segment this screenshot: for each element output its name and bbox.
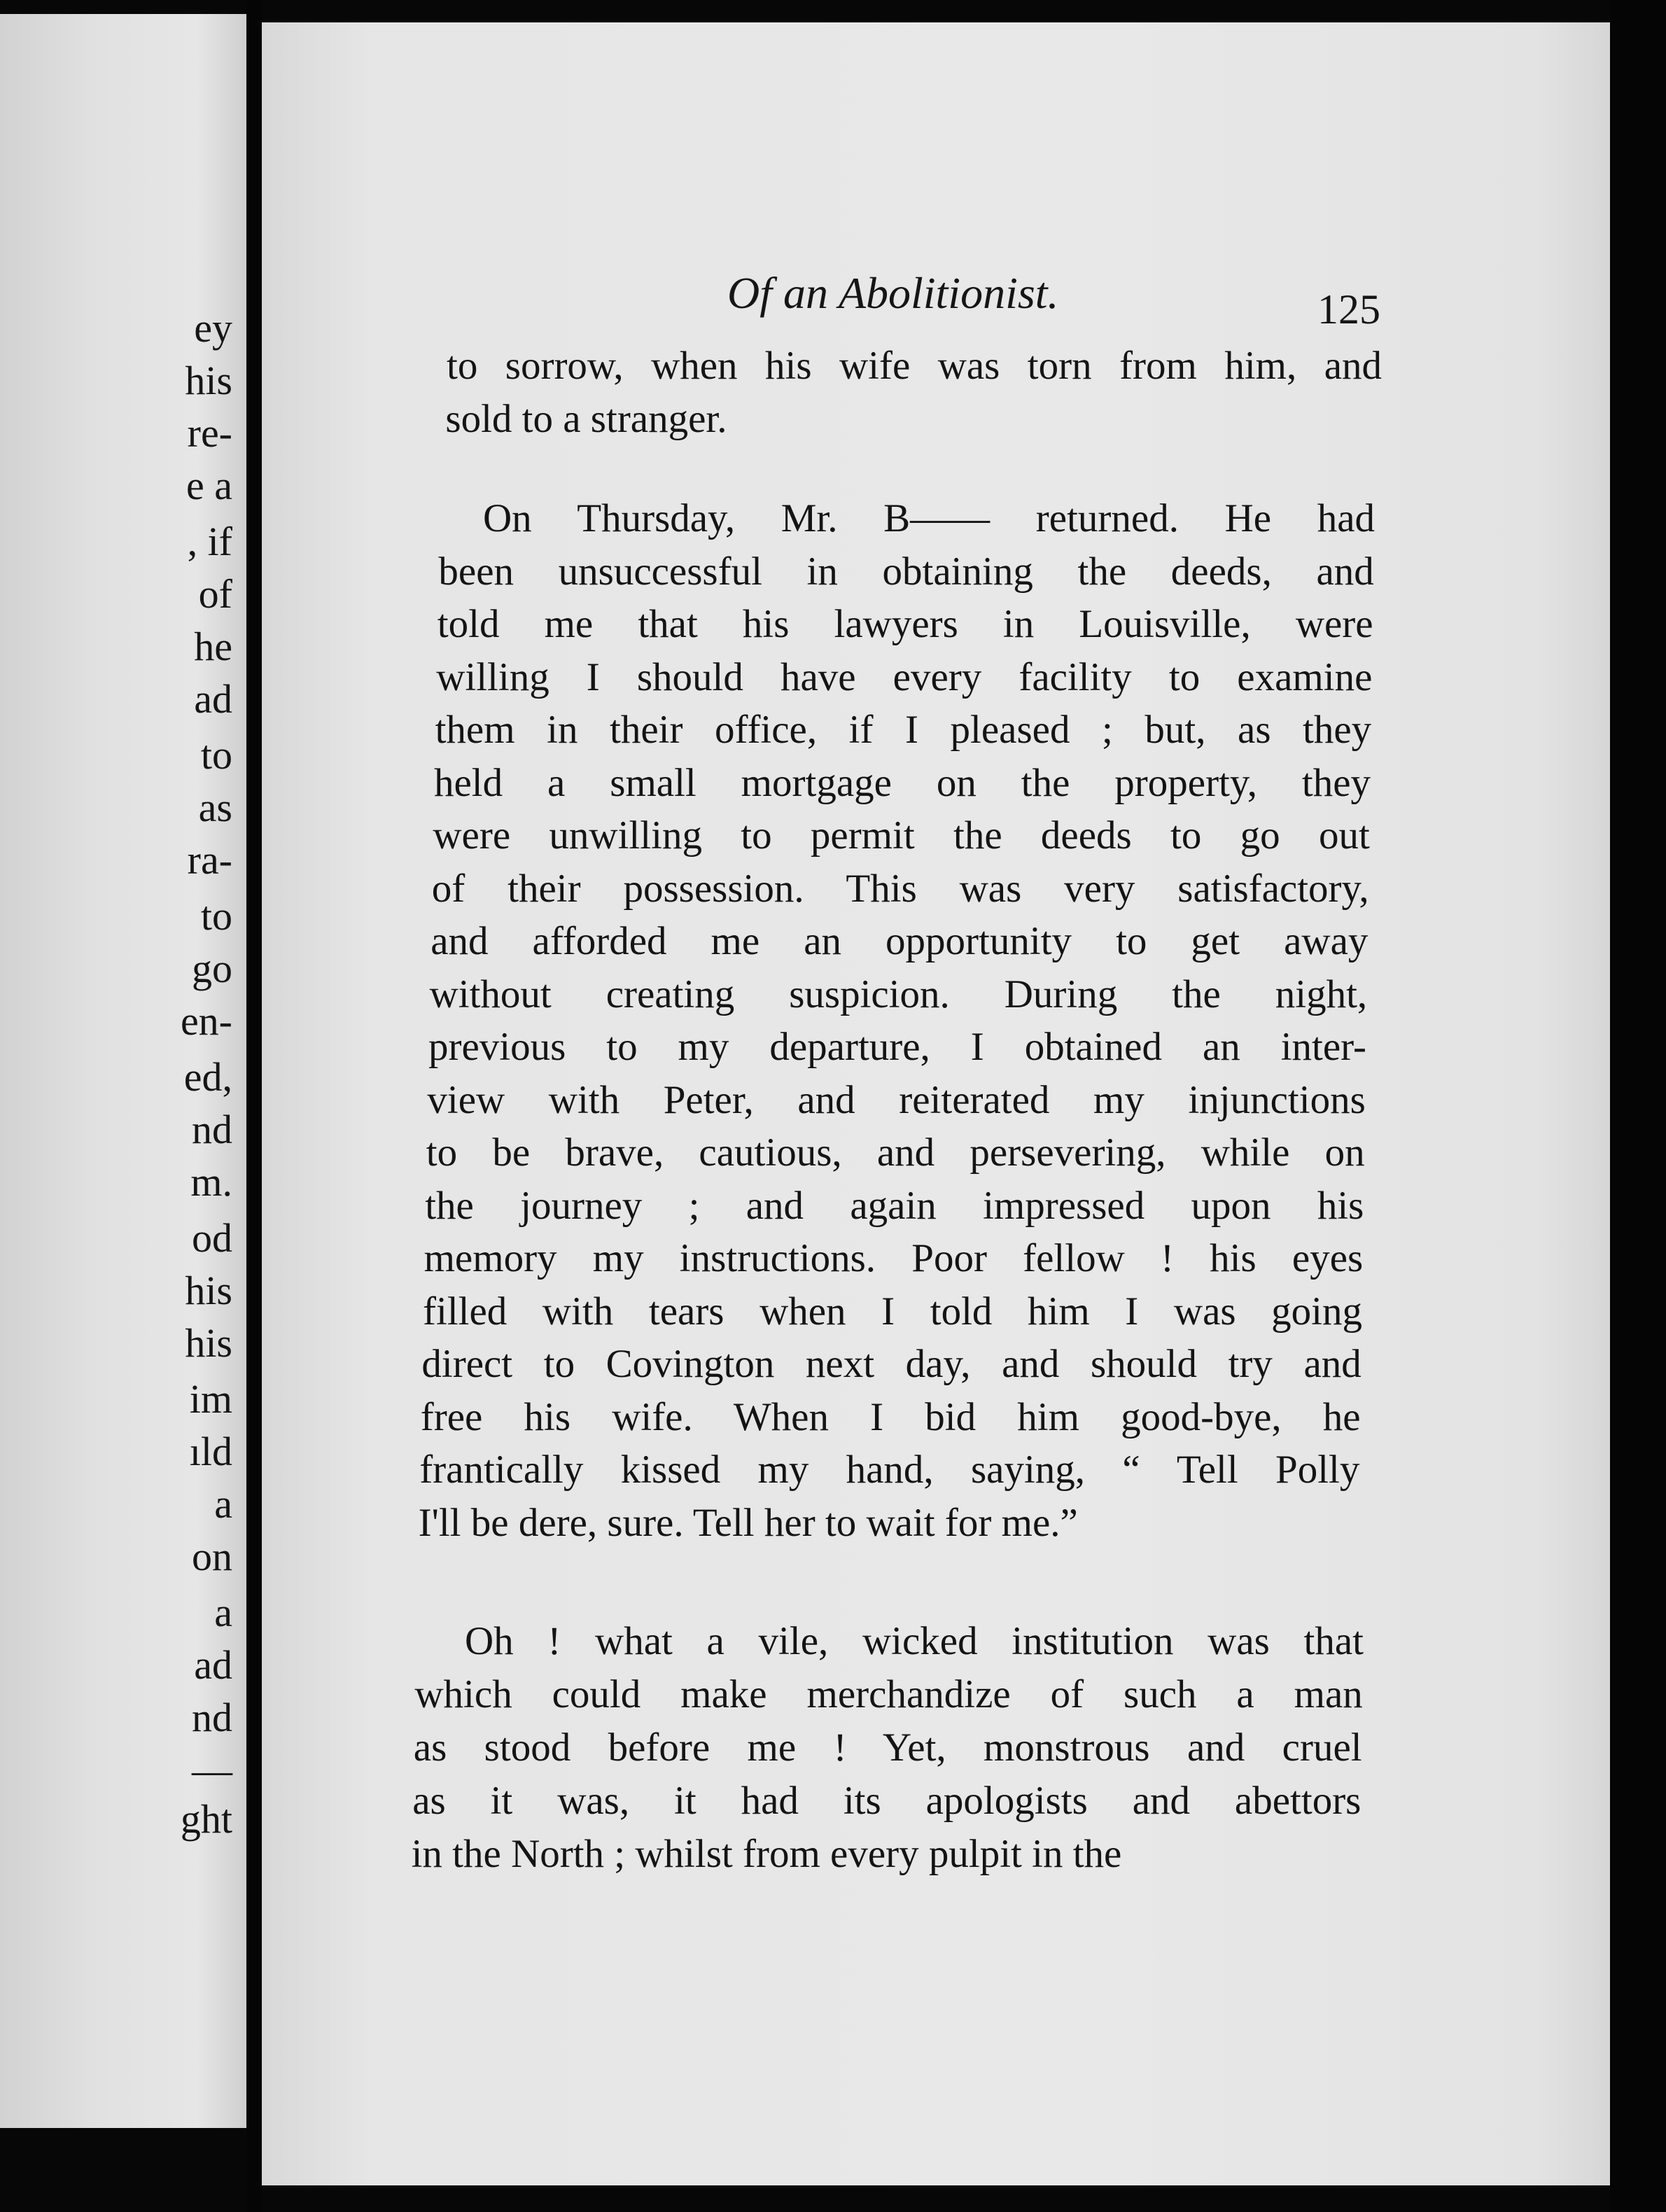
- text-line: in the North ; whilst from every pulpit in the: [411, 1832, 1122, 1876]
- text-line: view with Peter, and reiterated my injunctions: [427, 1077, 1366, 1122]
- text-line: without creating suspicion. During the night,: [429, 972, 1368, 1016]
- left-page-line-fragment: —: [192, 1747, 232, 1793]
- page-number: 125: [1317, 286, 1380, 332]
- text-line: of their possession. This was very satisfactory,: [431, 866, 1369, 911]
- left-page-line-fragment: en-: [180, 998, 232, 1044]
- left-page-line-fragment: re-: [187, 410, 232, 456]
- left-page-line-fragment: im: [189, 1376, 232, 1422]
- text-line: willing I should have every facility to examine: [436, 654, 1373, 699]
- text-line: told me that his lawyers in Louisville, were: [437, 602, 1373, 646]
- left-page-line-fragment: ed,: [183, 1054, 232, 1100]
- left-page-line-fragment: a: [214, 1481, 232, 1527]
- left-page-line-fragment: nd: [192, 1695, 232, 1740]
- text-line: sold to a stranger.: [445, 397, 727, 441]
- text-line: free his wife. When I bid him good-bye, he: [420, 1394, 1361, 1439]
- page-edge-shadow: [1610, 0, 1666, 2212]
- left-page-line-fragment: ad: [194, 676, 232, 722]
- left-page-line-fragment: to: [200, 893, 232, 939]
- left-page-line-fragment: his: [185, 358, 232, 403]
- text-line: which could make merchandize of such a man: [414, 1672, 1363, 1716]
- left-page-line-fragment: ra-: [187, 837, 232, 883]
- left-page-line-fragment: go: [192, 946, 232, 991]
- left-page-line-fragment: ıld: [189, 1429, 232, 1474]
- left-page-fragment: [0, 14, 246, 2128]
- left-page-line-fragment: m.: [190, 1159, 232, 1205]
- text-line: filled with tears when I told him I was going: [423, 1289, 1362, 1334]
- left-page-line-fragment: his: [185, 1268, 232, 1313]
- text-line: frantically kissed my hand, saying, “ Tell Polly: [419, 1448, 1360, 1492]
- left-page-line-fragment: a: [214, 1590, 232, 1635]
- page-gutter: [246, 0, 262, 2212]
- text-line: were unwilling to permit the deeds to go out: [433, 813, 1370, 858]
- text-line: to sorrow, when his wife was torn from him, and: [447, 344, 1382, 388]
- text-line: memory my instructions. Poor fellow ! his eyes: [424, 1236, 1364, 1280]
- left-page-line-fragment: , if: [187, 519, 232, 564]
- left-page-line-fragment: on: [192, 1534, 232, 1579]
- text-line: as stood before me ! Yet, monstrous and cruel: [413, 1726, 1362, 1770]
- left-page-line-fragment: e a: [186, 463, 232, 508]
- text-line: held a small mortgage on the property, they: [434, 760, 1371, 805]
- page-body-text: [262, 22, 1648, 2185]
- text-line: On Thursday, Mr. B—— returned. He had: [483, 496, 1375, 540]
- left-page-line-fragment: to: [200, 732, 232, 778]
- text-line: been unsuccessful in obtaining the deeds, and: [438, 549, 1374, 594]
- text-line: as it was, it had its apologists and abettors: [412, 1779, 1362, 1823]
- left-page-line-fragment: nd: [192, 1107, 232, 1152]
- left-page-line-fragment: his: [185, 1320, 232, 1366]
- text-line: to be brave, cautious, and persevering, while on: [426, 1130, 1365, 1175]
- left-page-line-fragment: ad: [194, 1642, 232, 1688]
- left-page-line-fragment: od: [192, 1215, 232, 1261]
- left-page-line-fragment: ght: [180, 1796, 232, 1842]
- book-page: [262, 22, 1648, 2185]
- text-line: Oh ! what a vile, wicked institution was that: [465, 1619, 1364, 1663]
- text-line: direct to Covington next day, and should try and: [421, 1342, 1362, 1386]
- text-line: them in their office, if I pleased ; but, as they: [435, 708, 1372, 752]
- text-line: the journey ; and again impressed upon his: [425, 1183, 1364, 1228]
- left-page-line-fragment: as: [198, 785, 232, 830]
- text-line: I'll be dere, sure. Tell her to wait for me.”: [418, 1500, 1078, 1545]
- left-page-line-fragment: of: [198, 571, 232, 617]
- text-line: and afforded me an opportunity to get away: [430, 919, 1368, 963]
- left-page-line-fragment: ey: [194, 305, 232, 351]
- running-head-title: Of an Abolitionist.: [727, 268, 1059, 318]
- left-page-line-fragment: he: [194, 624, 232, 669]
- text-line: previous to my departure, I obtained an inter-: [428, 1025, 1366, 1069]
